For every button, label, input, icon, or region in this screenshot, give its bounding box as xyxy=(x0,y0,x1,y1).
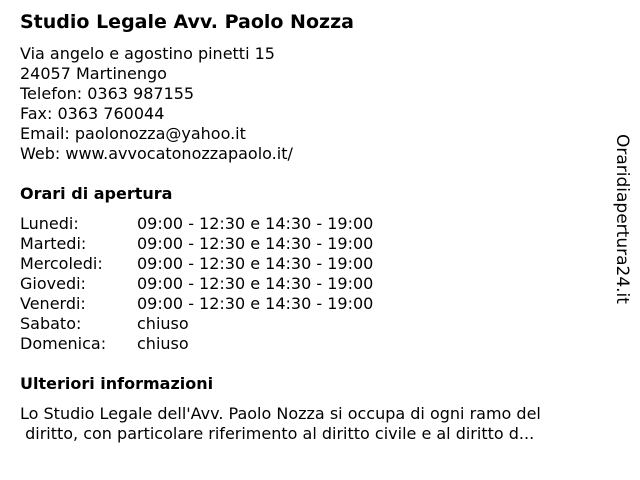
hours-row-sunday xyxy=(20,334,373,354)
hours-value: 09:00 - 12:30 e 14:30 - 19:00 xyxy=(137,234,374,253)
day-label: Sabato: xyxy=(20,314,82,333)
day-label: Mercoledi: xyxy=(20,254,103,273)
web-line: Web: www.avvocatonozzapaolo.it/ xyxy=(20,144,293,163)
hours-value: 09:00 - 12:30 e 14:30 - 19:00 xyxy=(137,214,374,233)
opening-hours-table xyxy=(20,214,373,354)
more-info-text xyxy=(20,404,600,444)
hours-value: 09:00 - 12:30 e 14:30 - 19:00 xyxy=(137,254,374,273)
day-label: Giovedi: xyxy=(20,274,86,293)
day-label: Martedi: xyxy=(20,234,87,253)
fax-line: Fax: 0363 760044 xyxy=(20,104,165,123)
phone-line: Telefon: 0363 987155 xyxy=(20,84,195,103)
email-line: Email: paolonozza@yahoo.it xyxy=(20,124,246,143)
watermark-text: Oraridiapertura24.it xyxy=(612,134,632,304)
hours-value: 09:00 - 12:30 e 14:30 - 19:00 xyxy=(137,294,374,313)
city-line: 24057 Martinengo xyxy=(20,64,167,83)
hours-row-saturday xyxy=(20,314,373,334)
hours-row-friday xyxy=(20,294,373,314)
contact-block xyxy=(20,44,293,164)
hours-row-thursday xyxy=(20,274,373,294)
hours-value: chiuso xyxy=(137,314,189,333)
hours-row-monday xyxy=(20,214,373,234)
address-line: Via angelo e agostino pinetti 15 xyxy=(20,44,275,63)
page-title: Studio Legale Avv. Paolo Nozza xyxy=(20,11,354,33)
more-info-heading: Ulteriori informazioni xyxy=(20,374,214,393)
day-label: Lunedi: xyxy=(20,214,79,233)
day-label: Domenica: xyxy=(20,334,107,353)
more-info-line-1: Lo Studio Legale dell'Avv. Paolo Nozza si occupa di ogni ramo del xyxy=(20,404,541,423)
more-info-line-2: diritto, con particolare riferimento al diritto civile e al diritto d... xyxy=(20,424,535,443)
opening-hours-heading: Orari di apertura xyxy=(20,184,173,203)
hours-row-tuesday xyxy=(20,234,373,254)
hours-row-wednesday xyxy=(20,254,373,274)
day-label: Venerdi: xyxy=(20,294,86,313)
hours-value: 09:00 - 12:30 e 14:30 - 19:00 xyxy=(137,274,374,293)
hours-value: chiuso xyxy=(137,334,189,353)
site-watermark xyxy=(610,134,634,310)
